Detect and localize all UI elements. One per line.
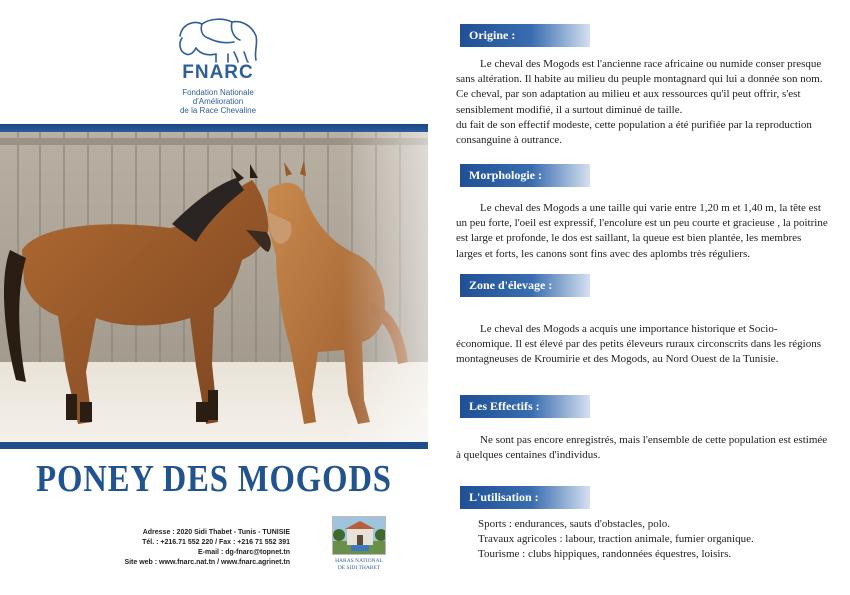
haras-emblem bbox=[331, 516, 387, 571]
contact-phone: Tél. : +216.71 552 220 / Fax : +216 71 552 391 bbox=[142, 539, 290, 546]
section-heading-origine: Origine : bbox=[460, 24, 590, 47]
section-heading-utilisation: L'utilisation : bbox=[460, 486, 590, 509]
haras-caption-line: DE SIDI THABET bbox=[337, 564, 381, 571]
paragraph: Le cheval des Mogods a acquis une importance historique et Socio-économique. Il est élevé par des petits éleveurs ruraux circonscrits dans les régions montagneuses de Kroumirie et des Mogods, au Nord Ouest de la Tunisie. bbox=[456, 323, 822, 366]
paragraph: Ne sont pas encore enregistrés, mais l'ensemble de cette population est estimée à quelques centaines d'individus. bbox=[456, 434, 828, 462]
haras-caption-line: HARAS NATIONAL bbox=[335, 558, 383, 564]
page-title: PONEY DES MOGODS bbox=[36, 458, 392, 500]
horse-logo-icon bbox=[172, 14, 264, 64]
logo-sub-line: d'Amélioration bbox=[192, 97, 244, 106]
contact-block bbox=[110, 528, 290, 568]
section-text-zone-elevage bbox=[456, 322, 830, 368]
section-text-morphologie bbox=[456, 201, 830, 262]
section-heading-zone-elevage: Zone d'élevage : bbox=[460, 274, 590, 297]
list-item: Travaux agricoles : labour, traction animale, fumier organique. bbox=[478, 533, 754, 546]
section-text-effectifs bbox=[456, 433, 830, 463]
horses-illustration bbox=[0, 132, 428, 442]
list-item: Tourisme : clubs hippiques, randonnées équestres, loisirs. bbox=[478, 548, 732, 561]
building-icon bbox=[333, 517, 386, 555]
section-heading-morphologie: Morphologie : bbox=[460, 164, 590, 187]
logo-subtitle bbox=[168, 88, 268, 115]
logo-name: FNARC bbox=[182, 62, 254, 83]
logo-sub-line: Fondation Nationale bbox=[182, 88, 254, 97]
paragraph: Le cheval des Mogods a une taille qui varie entre 1,20 m et 1,40 m, la tête est un peu forte, l'oeil est expressif, l'encolure est un peu courte et gracieuse , la poitrine est large et profonde, le dos est saillant, la queue est bien plantée, les membres larges et forts, les canons sont fins avec des aplombs très réguliers. bbox=[456, 202, 828, 260]
haras-caption bbox=[331, 558, 387, 571]
right-panel bbox=[428, 0, 850, 595]
section-text-origine bbox=[456, 57, 830, 148]
top-blue-band bbox=[0, 124, 428, 132]
contact-address: Adresse : 2020 Sidi Thabet - Tunis - TUNISIE bbox=[142, 529, 290, 536]
haras-photo bbox=[332, 516, 386, 555]
contact-email: E-mail : dg-fnarc@topnet.tn bbox=[198, 549, 290, 556]
logo-sub-line: de la Race Chevaline bbox=[179, 106, 257, 115]
list-item: Sports : endurances, sauts d'obstacles, polo. bbox=[478, 518, 671, 530]
bottom-blue-band bbox=[0, 442, 428, 449]
section-list-utilisation bbox=[478, 517, 818, 563]
contact-website: Site web : www.fnarc.nat.tn / www.fnarc.agrinet.tn bbox=[124, 559, 290, 566]
fnarc-logo bbox=[168, 14, 268, 115]
section-heading-effectifs: Les Effectifs : bbox=[460, 395, 590, 418]
paragraph: du fait de son effectif modeste, cette population a été purifiée par la reproduction consanguine à outrance. bbox=[456, 118, 812, 147]
horse-photo bbox=[0, 132, 428, 442]
paragraph: Le cheval des Mogods est l'ancienne race africaine ou numide conser presque sans altération. Il habite au milieu du peuple montagnard qui lui a donnée son nom. Ce cheval, par son adaptation au milieu et aux ressources qu'il peut offrir, s'est sensiblement modifié, il a surtout diminué de taille. bbox=[456, 58, 823, 116]
